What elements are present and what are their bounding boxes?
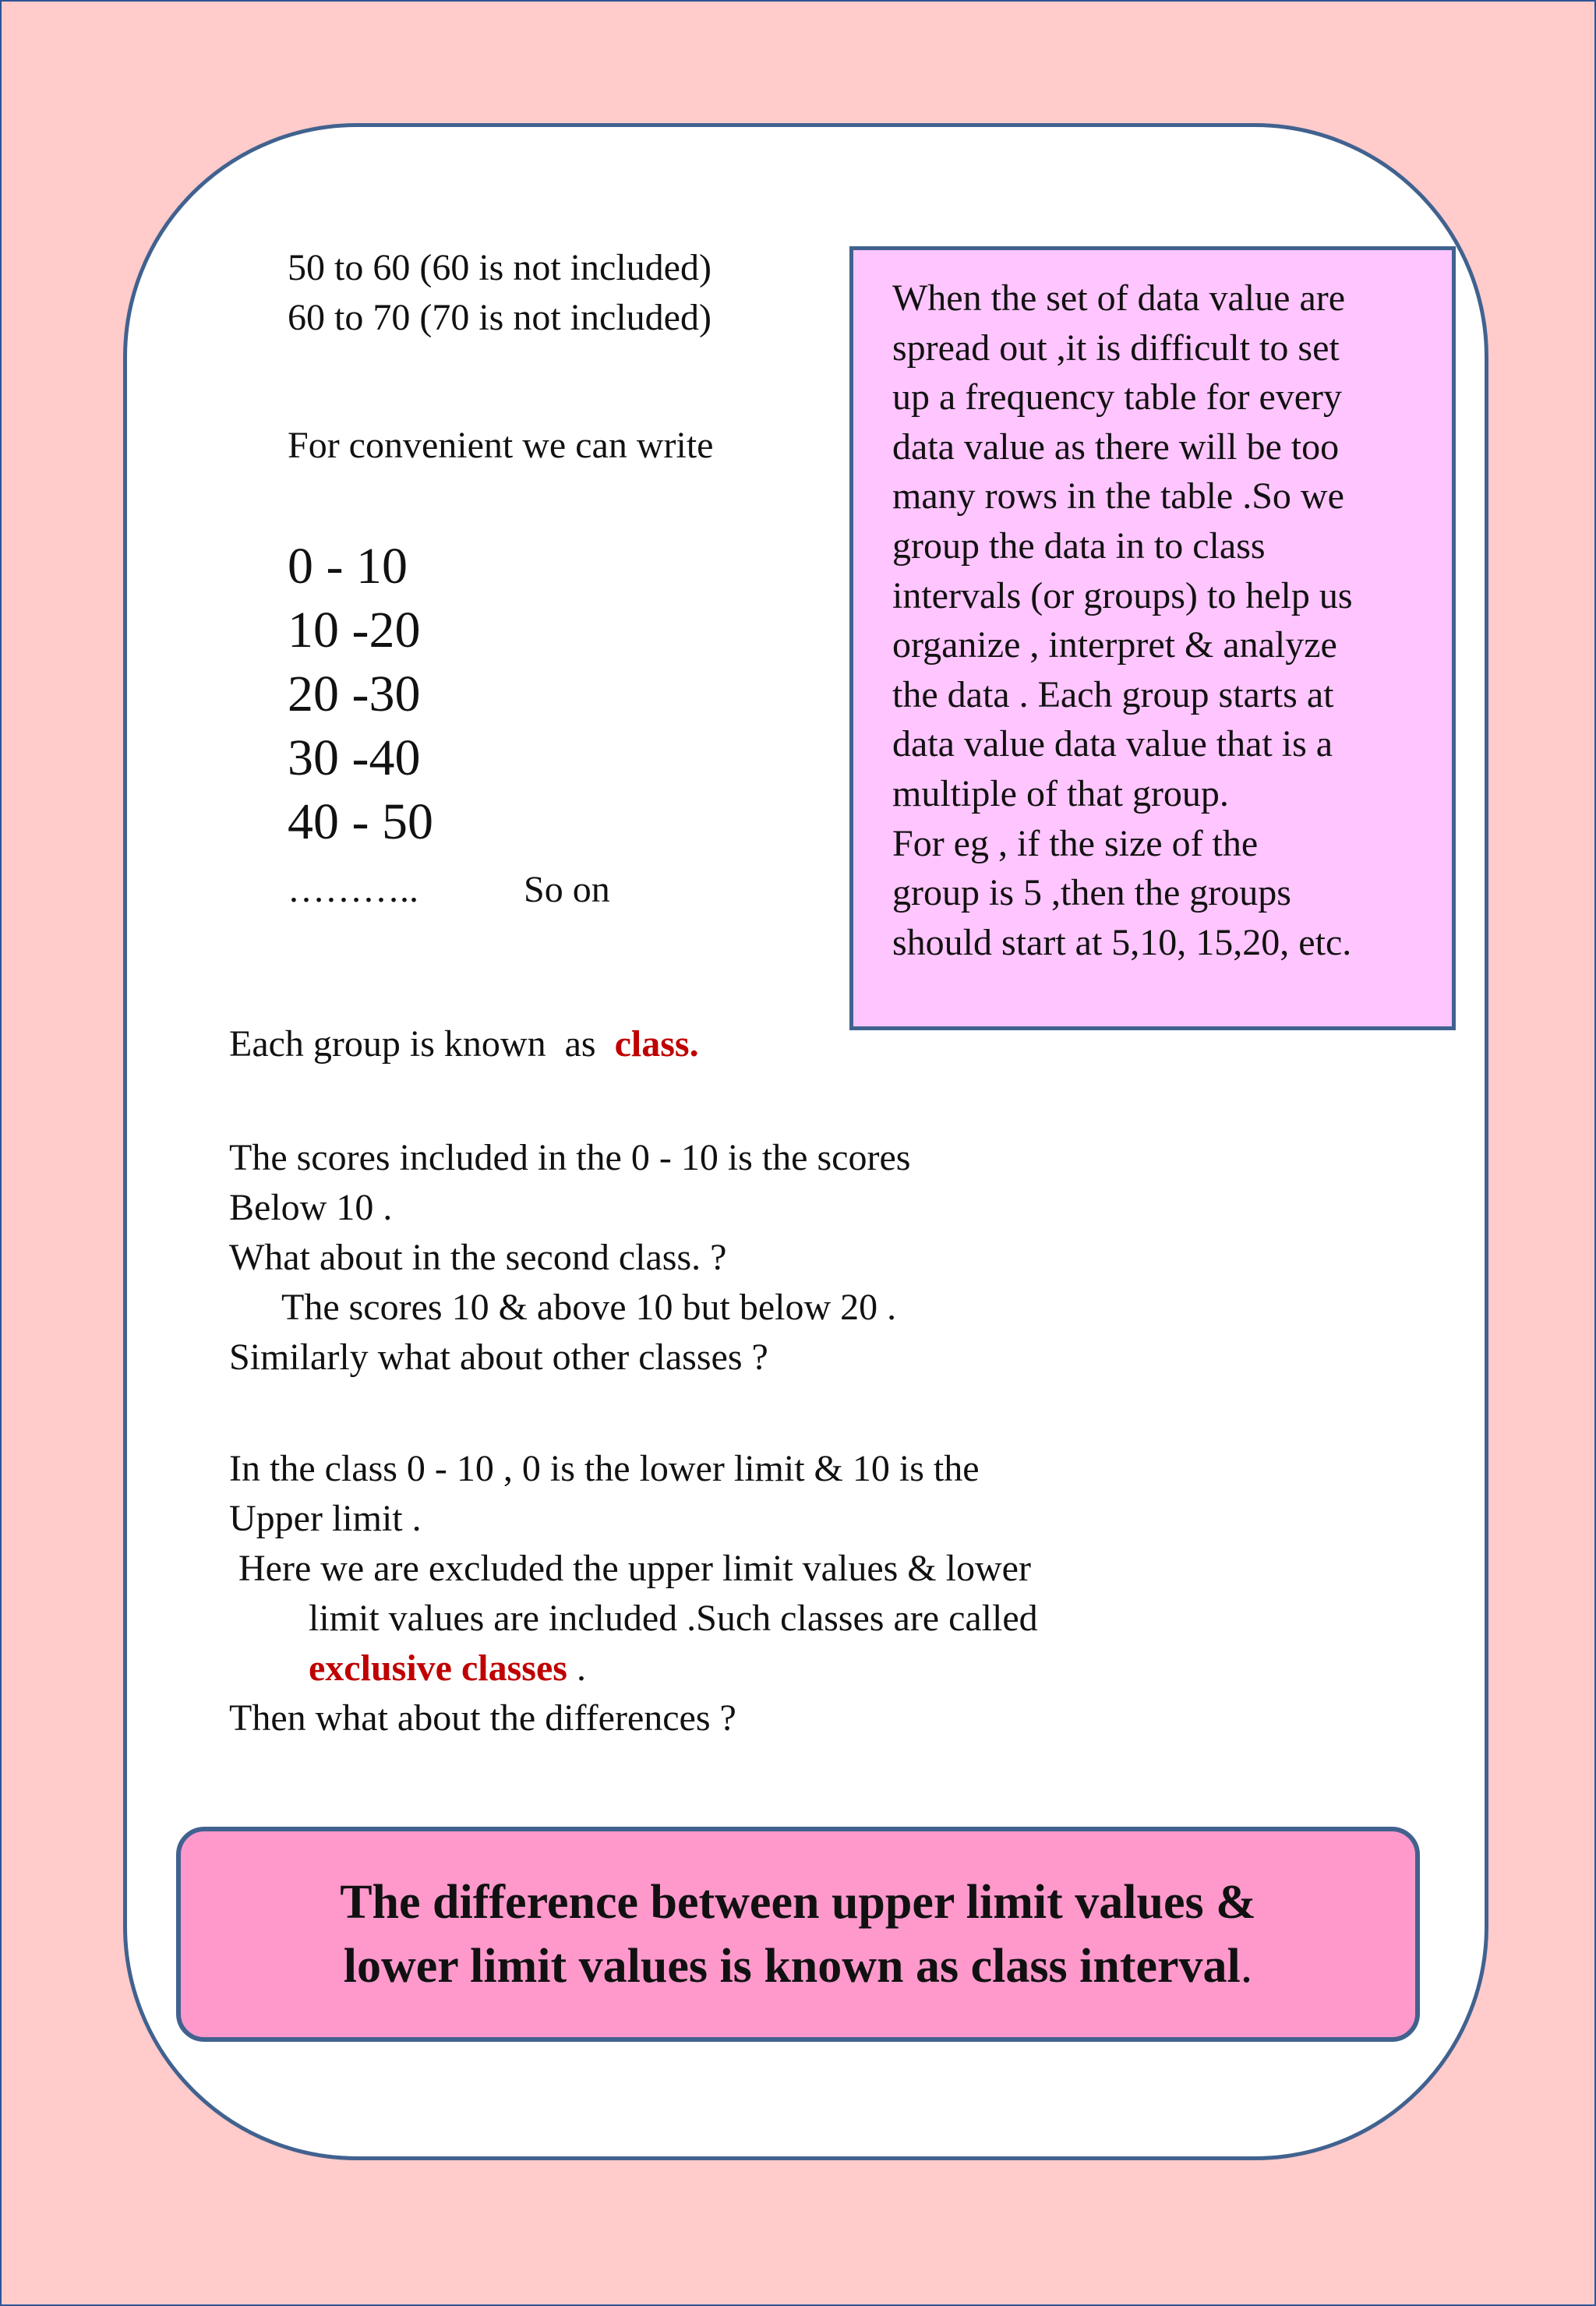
class-item-2: 10 -20 — [288, 602, 421, 659]
scores-line-5: Similarly what about other classes ? — [229, 1337, 768, 1378]
info-line: multiple of that group. — [892, 772, 1229, 814]
info-line: data value data value that is a — [892, 723, 1333, 765]
exclusive-suffix: . — [567, 1647, 586, 1689]
info-line: should start at 5,10, 15,20, etc. — [892, 921, 1352, 963]
exclusive-term: exclusive classes — [309, 1647, 567, 1689]
ellipsis: ……….. — [288, 869, 418, 910]
info-line: For eg , if the size of the — [892, 822, 1259, 864]
class-sentence-prefix: Each group is known as — [229, 1023, 615, 1065]
info-line: When the set of data value are — [892, 277, 1346, 319]
so-on-text: So on — [524, 869, 610, 910]
limits-line-1: In the class 0 - 10 , 0 is the lower limit & 10 is the — [229, 1448, 980, 1489]
class-item-5: 40 - 50 — [288, 793, 433, 850]
scores-line-3: What about in the second class. ? — [229, 1237, 727, 1278]
class-item-3: 20 -30 — [288, 666, 421, 722]
definition-line-2 — [344, 1934, 1253, 1998]
definition-period: . — [1240, 1940, 1253, 1993]
info-line: group is 5 ,then the groups — [892, 872, 1291, 914]
exclusive-line — [309, 1644, 586, 1693]
info-line: data value as there will be too — [892, 426, 1340, 468]
info-line: up a frequency table for every — [892, 376, 1343, 418]
limits-line-2: Upper limit . — [229, 1498, 422, 1539]
class-item-1: 0 - 10 — [288, 538, 408, 595]
class-term: class. — [614, 1023, 699, 1065]
convenient-text: For convenient we can write — [288, 425, 714, 466]
scores-line-1: The scores included in the 0 - 10 is the scores — [229, 1137, 911, 1178]
info-line: group the data in to class — [892, 524, 1266, 567]
class-sentence — [229, 1019, 699, 1069]
scores-line-4: The scores 10 & above 10 but below 20 . — [281, 1287, 897, 1328]
class-item-4: 30 -40 — [288, 729, 421, 786]
definition-box — [176, 1827, 1420, 2042]
limits-line-6: Then what about the differences ? — [229, 1697, 736, 1739]
info-line: the data . Each group starts at — [892, 673, 1334, 715]
scores-line-2: Below 10 . — [229, 1187, 393, 1228]
limits-line-3: Here we are excluded the upper limit values & lower — [238, 1548, 1031, 1589]
info-line: intervals (or groups) to help us — [892, 574, 1353, 616]
range-line-1: 50 to 60 (60 is not included) — [288, 247, 711, 288]
info-line: many rows in the table .So we — [892, 475, 1344, 517]
range-line-2: 60 to 70 (70 is not included) — [288, 297, 711, 338]
info-box — [849, 246, 1456, 1030]
limits-line-4: limit values are included .Such classes are called — [309, 1598, 1038, 1639]
definition-line-2-text: lower limit values is known as class interval — [343, 1940, 1241, 1993]
info-line: organize , interpret & analyze — [892, 624, 1337, 666]
definition-line-1: The difference between upper limit values & — [340, 1876, 1256, 1929]
info-line: spread out ,it is difficult to set — [892, 327, 1340, 369]
